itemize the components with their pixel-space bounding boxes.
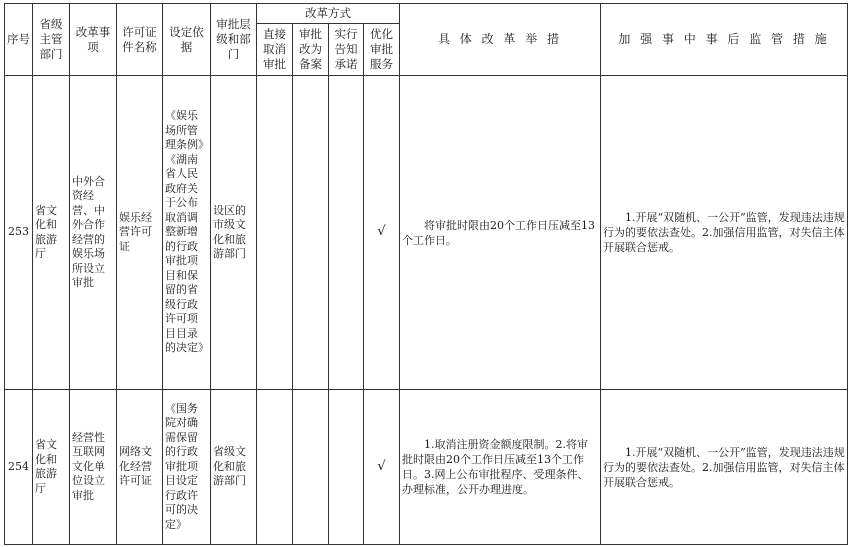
header-item: 改革事项 [70,4,117,76]
table-row [5,390,848,545]
row-mode-cancel [257,390,293,545]
row-measures-text: 将审批时限由20个工作日压减至13个工作日。 [402,218,595,247]
header-mode-filing: 审批改为备案 [293,24,329,76]
reform-table [4,3,848,545]
header-level: 审批层级和部门 [211,4,257,76]
row-item: 中外合资经营、中外合作经营的娱乐场所设立审批 [70,76,117,390]
header-mode-cancel: 直接取消审批 [257,24,293,76]
header-seq: 序号 [5,4,33,76]
row-mode-notice [329,390,364,545]
row-seq: 254 [5,390,33,545]
row-license: 娱乐经营许可证 [117,76,163,390]
header-measures: 具 体 改 革 举 措 [400,4,601,76]
row-supervision [601,390,848,545]
row-supervision-text: 1.开展“双随机、一公开”监管，发现违法违规行为的要依法查处。2.加强信用监管，对失信主体开展联合惩戒。 [603,211,845,254]
header-mode-optimize: 优化审批服务 [364,24,400,76]
row-mode-notice [329,76,364,390]
row-dept: 省文化和旅游厅 [33,76,70,390]
row-mode-optimize: √ [364,76,400,390]
row-supervision-text: 1.开展“双随机、一公开”监管，发现违法违规行为的要依法查处。2.加强信用监管，对失信主体开展联合惩戒。 [603,445,845,489]
row-level: 设区的市级文化和旅游部门 [211,76,257,390]
table-row [5,76,848,390]
header-license: 许可证件名称 [117,4,163,76]
row-item: 经营性互联网文化单位设立审批 [70,390,117,545]
row-basis: 《娱乐场所管理条例》《湖南省人民政府关于公布取消调整新增的行政审批项目和保留的省级行政许可项目目录的决定》 [163,76,211,390]
header-mode-notice: 实行告知承诺 [329,24,364,76]
row-license: 网络文化经营许可证 [117,390,163,545]
row-dept: 省文化和旅游厅 [33,390,70,545]
header-basis: 设定依据 [163,4,211,76]
row-level: 省级文化和旅游部门 [211,390,257,545]
row-seq: 253 [5,76,33,390]
row-mode-filing [293,76,329,390]
row-measures-text: 1.取消注册资金额度限制。2.将审批时限由20个工作日压减至13个工作日。3.网上公布审批程序、受理条件、办理标准，公开办理进度。 [402,438,589,496]
header-row-1 [5,4,848,24]
row-mode-filing [293,390,329,545]
row-mode-optimize: √ [364,390,400,545]
header-reform-mode: 改革方式 [257,4,400,24]
row-mode-cancel [257,76,293,390]
row-basis: 《国务院对确需保留的行政审批项目设定行政许可的决定》 [163,390,211,545]
row-supervision [601,76,848,390]
row-measures [400,390,601,545]
header-dept: 省级主管部门 [33,4,70,76]
header-supervision: 加 强 事 中 事 后 监 管 措 施 [601,4,848,76]
row-measures [400,76,601,390]
